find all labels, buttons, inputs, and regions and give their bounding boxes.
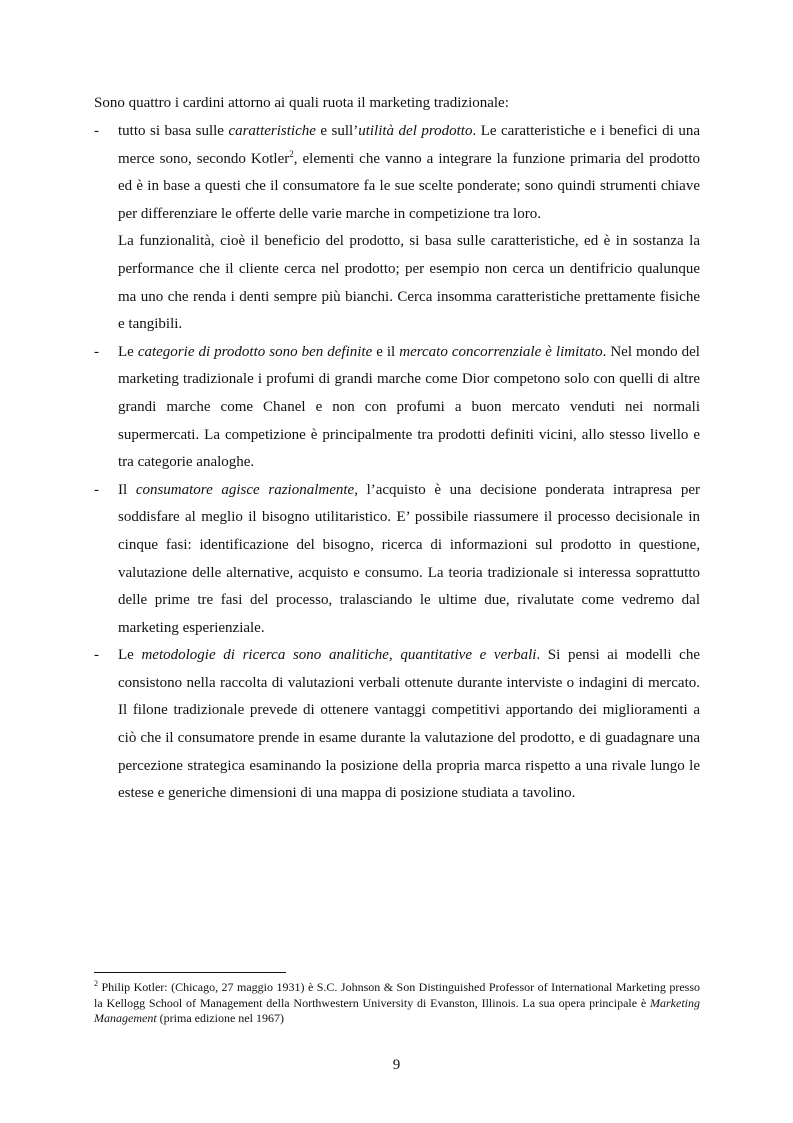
bullet-item-1 — [94, 118, 700, 339]
emphasis: Marketing Management — [94, 995, 700, 1025]
bullet-4-paragraph: Le metodologie di ricerca sono analitiche, quantitative e verbali. Si pensi ai modelli che consistono nella raccolta di valutazioni verbali ottenute durante interviste o indagini di mercato. Il filone tradizionale prevede di ottenere vantaggi competitivi apportando dei miglioramenti a ciò che il consumatore prende in esame durante la valutazione del prodotto, e di guadagnare una percezione strategica esaminando la posizione della propria marca rispetto a una rivale lungo le estese e generiche dimensioni di una mappa di posizione studiata a tavolino. — [118, 647, 700, 802]
emphasis: metodologie di ricerca sono analitiche, quantitative e verbali — [141, 647, 537, 664]
bullet-marker: - — [94, 647, 99, 664]
emphasis: caratteristiche — [228, 123, 316, 139]
footnote-number: 2 — [94, 979, 98, 988]
footnote-separator — [94, 972, 286, 973]
bullet-3-paragraph: Il consumatore agisce razionalmente, l’acquisto è una decisione ponderata intrapresa per soddisfare al meglio il bisogno utilitaristico. E’ possibile riassumere il processo decisionale in cinque fasi: identificazione del bisogno, ricerca di informazioni sul prodotto in questione, valutazione delle alternative, acquisto e consumo. La teoria tradizionale si interessa soprattutto delle prime tre fasi del processo, tralasciando le ultime due, rivalutate come vedremo dal marketing esperienziale. — [118, 481, 700, 636]
intro-sentence: Sono quattro i cardini attorno ai quali ruota il marketing tradizionale: — [94, 95, 509, 111]
footnote-ref: 2 — [289, 148, 294, 159]
bullet-marker: - — [94, 343, 99, 360]
emphasis: consumatore agisce razionalmente — [135, 481, 355, 498]
bullet-list — [94, 118, 700, 808]
emphasis: utilità del prodotto — [358, 123, 473, 139]
bullet-item-2 — [94, 339, 700, 477]
footnote: $^2$ Philip Kotler: (Chicago, 27 maggio 1931) è S.C. Johnson & Son Distinguished Professor of International Marketing presso la Kellogg School of Management della Northwestern University di Evanston, Illinois. La sua opera principale è Marketing Management (prima edizione nel 1967) — [94, 979, 700, 1025]
emphasis: mercato concorrenziale è limitato — [399, 343, 603, 360]
emphasis: categorie di prodotto sono ben definite — [137, 343, 373, 360]
bullet-marker: - — [94, 123, 99, 139]
bullet-1-paragraph-2: La funzionalità, cioè il beneficio del prodotto, si basa sulle caratteristiche, ed è in sostanza la performance che il cliente cerca nel prodotto; per esempio non cerca un dentifricio qualunque ma uno che renda i denti sempre più bianchi. Cerca insomma caratteristiche prettamente fisiche e tangibili. — [118, 233, 700, 333]
bullet-2-paragraph: Le categorie di prodotto sono ben definite e il mercato concorrenziale è limitato. Nel mondo del marketing tradizionale i profumi di grandi marche come Dior competono solo con quelli di altre grandi marche come Chanel e non con profumi a buon mercato venduti nei normali supermercati. La competizione è principalmente tra prodotti definiti vicini, allo stesso livello e tra categorie analoghe. — [118, 343, 700, 471]
bullet-item-3 — [94, 477, 700, 643]
page-number: 9 — [392, 1057, 401, 1073]
bullet-1-paragraph-1: tutto si basa sulle caratteristiche e sull’utilità del prodotto. Le caratteristiche e i benefici di una merce sono, secondo Kotler$^2$, elementi che vanno a integrare la funzione primaria del prodotto ed è in base a questi che il consumatore fa le sue scelte ponderate; sono quindi strumenti chiave per differenziare le offerte delle varie marche in competizione tra loro. — [118, 123, 700, 222]
bullet-marker: - — [94, 481, 99, 498]
bullet-item-4 — [94, 642, 700, 808]
